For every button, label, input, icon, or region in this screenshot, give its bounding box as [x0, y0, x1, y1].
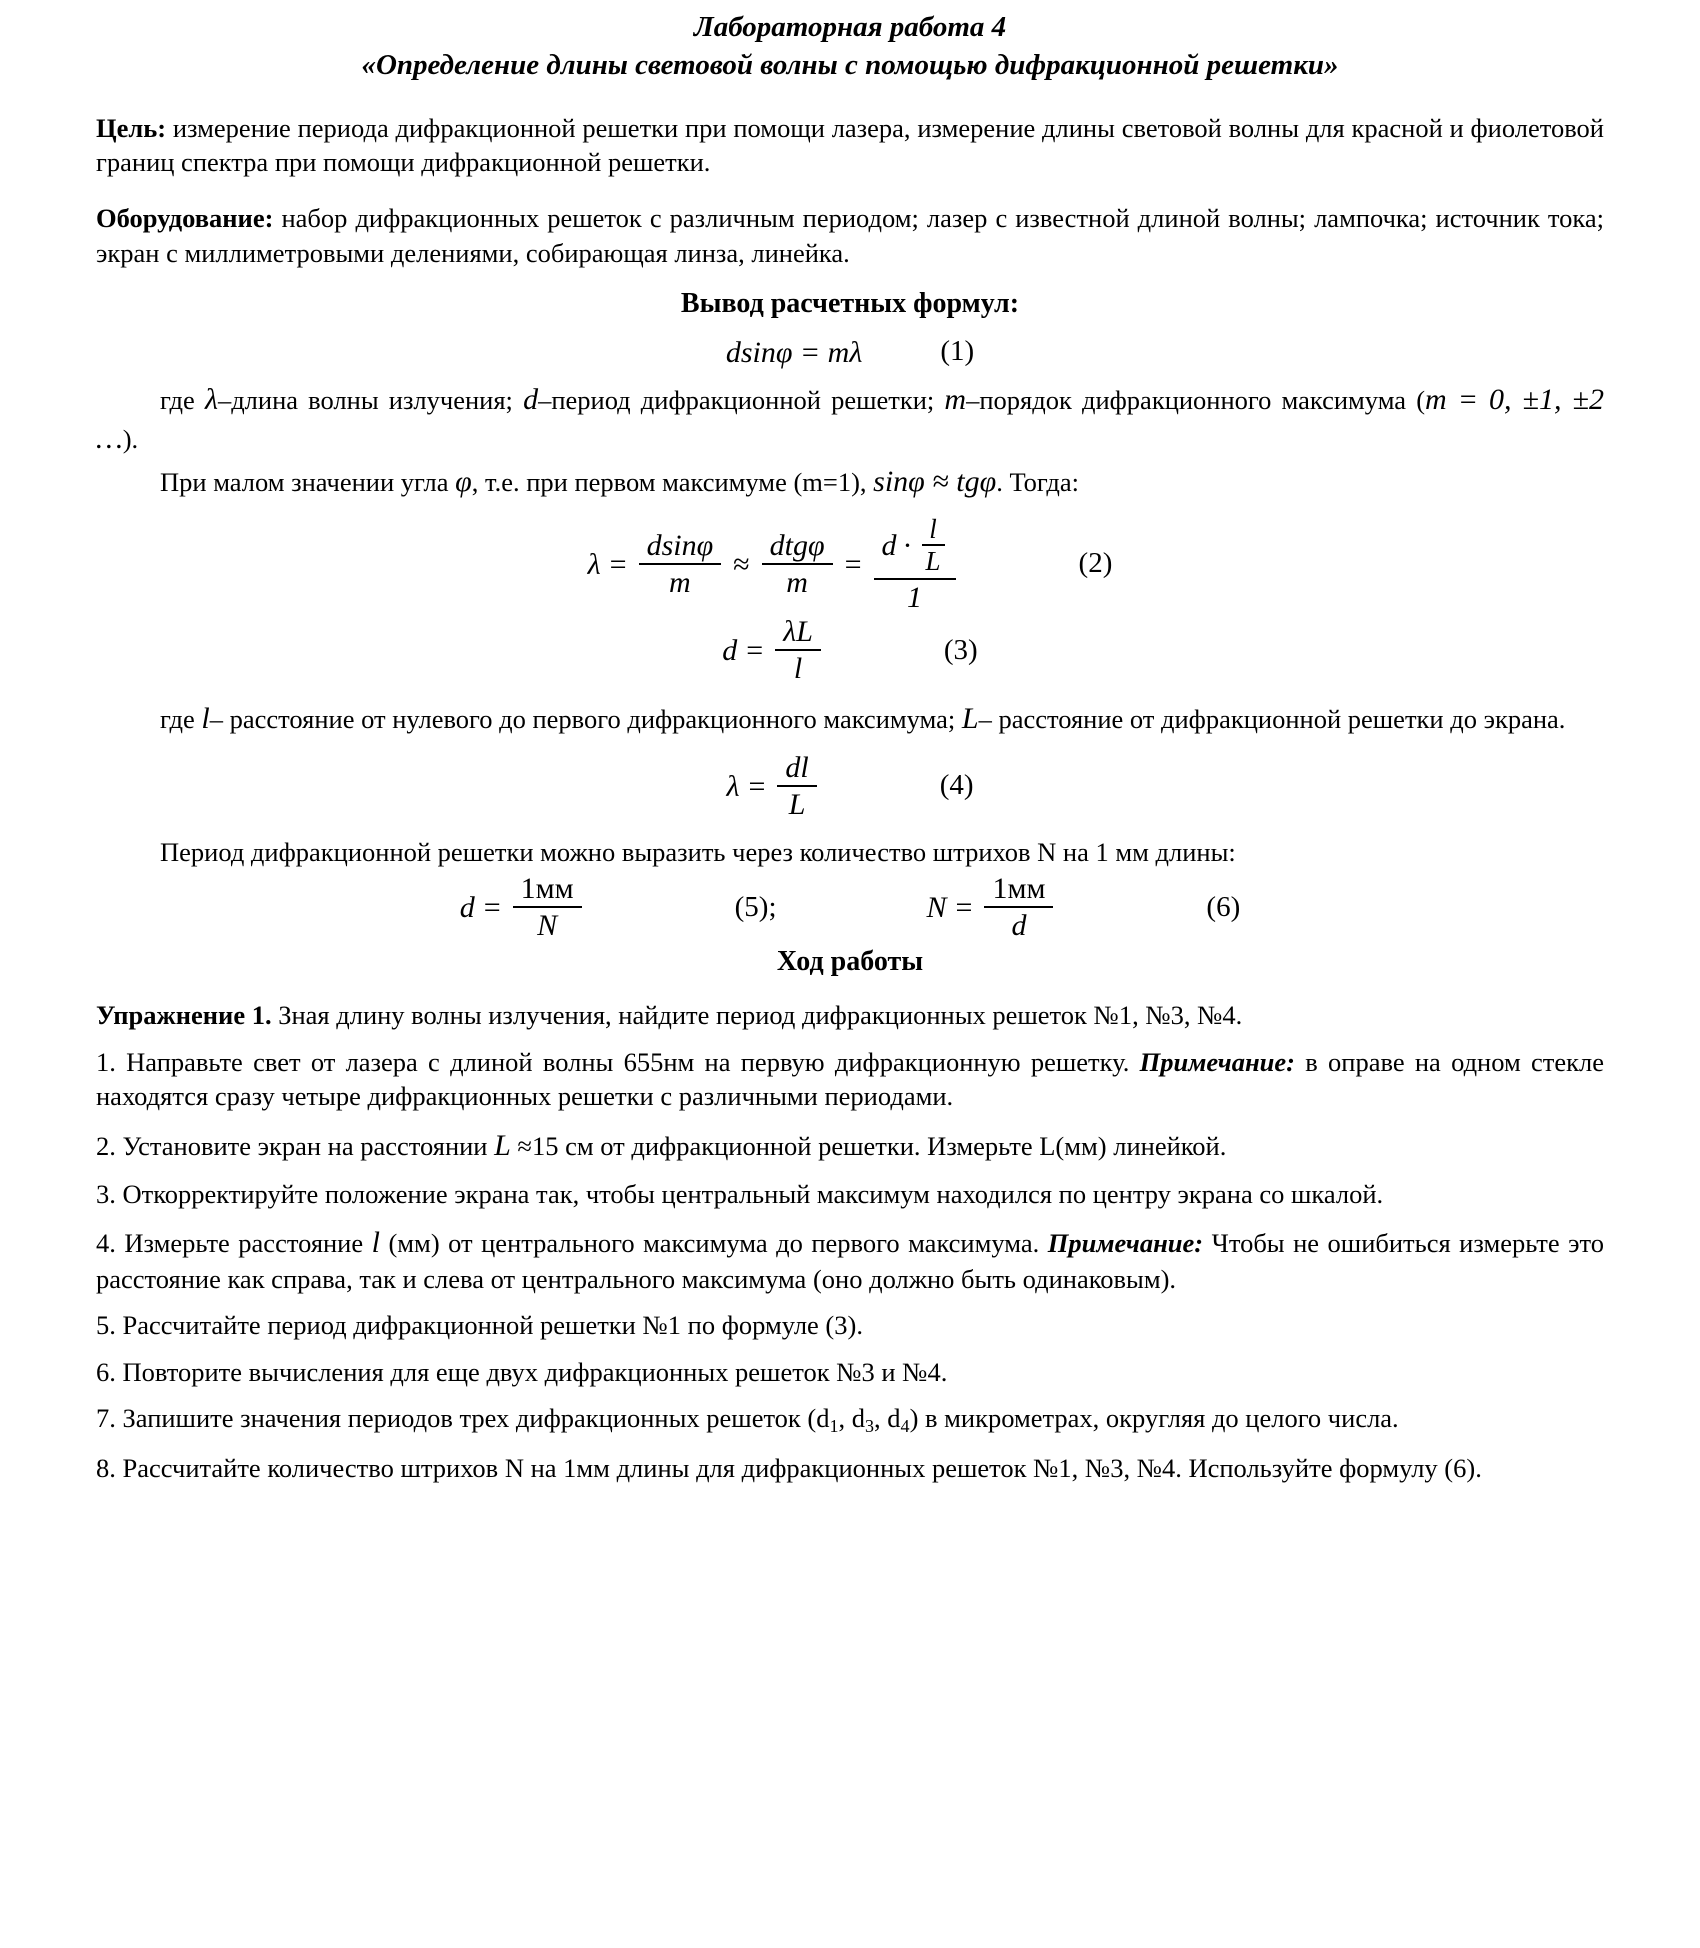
fraction-dtgphi-over-m	[762, 530, 833, 599]
denominator: L	[777, 785, 816, 821]
procedure-heading: Ход работы	[776, 945, 924, 977]
where-b: –период дифракционной решетки;	[538, 384, 945, 415]
equals-sign: =	[609, 547, 627, 581]
step-text: 7. Запишите значения периодов трех дифракционных решеток (d	[96, 1403, 830, 1434]
procedure-steps	[96, 1045, 1604, 1486]
step-3	[96, 1177, 1604, 1211]
formula-4	[96, 752, 1604, 821]
formulas-heading: Вывод расчетных формул:	[680, 288, 1020, 320]
math-symbol: L	[494, 1128, 511, 1162]
denominator: 1	[874, 578, 956, 614]
sin-tg-approx: sinφ ≈ tgφ	[873, 464, 997, 498]
equipment-paragraph	[96, 201, 1604, 270]
symbol-d: d	[881, 528, 897, 562]
subscript: 3	[865, 1416, 875, 1437]
note-label: Примечание:	[1047, 1227, 1204, 1258]
equipment-label: Оборудование:	[96, 203, 274, 234]
formula-4-tag: (4)	[939, 769, 974, 802]
m-values: m = 0, ±1, ±2 …	[96, 382, 1604, 455]
formula-6-lhs: N	[926, 890, 947, 924]
equals-sign: =	[748, 769, 766, 803]
step-6	[96, 1355, 1604, 1389]
fraction-1mm-over-d	[984, 873, 1053, 942]
exercise-paragraph	[96, 998, 1604, 1032]
equals-sign: =	[483, 890, 501, 924]
symbol-m: m	[944, 382, 967, 416]
step-text: , d	[874, 1403, 901, 1434]
equipment-text: набор дифракционных решеток с различным периодом; лазер с известной длиной волны; лампочка; источник тока; экран с миллиметровыми делениями, собирающая линза, линейка.	[96, 203, 1604, 268]
step-text: 2. Установите экран на расстоянии	[96, 1130, 495, 1161]
formula-2	[96, 515, 1604, 614]
denominator: m	[762, 563, 833, 599]
numerator	[874, 515, 956, 578]
fraction-dl-over-L	[777, 752, 816, 821]
numerator: 1мм	[520, 872, 574, 905]
formula-3-tag: (3)	[943, 633, 978, 666]
where-c: –порядок дифракционного максимума (	[966, 384, 1426, 415]
formula-2-lhs: λ	[587, 547, 601, 581]
step-text: в оправе на одном стекле находятся сразу четыре дифракционных решетки с различными периодами.	[96, 1046, 1604, 1112]
where-definitions-1	[96, 380, 1604, 458]
small-angle-note	[96, 462, 1604, 501]
equals-sign: =	[746, 633, 764, 667]
symbol-L: L	[961, 701, 979, 735]
numerator: 1мм	[992, 872, 1046, 905]
formula-4-lhs: λ	[726, 769, 740, 803]
formula-5-lhs: d	[459, 890, 475, 924]
fraction-lambdaL-over-l	[775, 616, 821, 685]
numerator: l	[929, 513, 937, 544]
symbol-l: l	[201, 701, 210, 735]
step-8	[96, 1451, 1604, 1485]
numerator: dl	[785, 750, 809, 784]
equals-sign-2: =	[844, 547, 862, 581]
formula-5-tag: (5);	[734, 890, 777, 923]
step-text: (мм) от центрального максимума до первого максимума.	[379, 1227, 1048, 1258]
page-title: Лабораторная работа 4	[693, 11, 1007, 43]
where-a: –длина волны излучения;	[217, 384, 524, 415]
step-text: 6. Повторите вычисления для еще двух дифракционных решеток №3 и №4.	[96, 1356, 948, 1387]
step-text: 1. Направьте свет от лазера с длиной волны 655нм на первую дифракционную решетку.	[96, 1046, 1140, 1077]
step-7	[96, 1401, 1604, 1438]
goal-label: Цель:	[96, 112, 167, 143]
step-4	[96, 1223, 1604, 1296]
denominator: m	[639, 563, 722, 599]
where2-b: – расстояние от дифракционной решетки до экрана.	[978, 703, 1566, 734]
step-text: , d	[838, 1403, 866, 1434]
formula-5-6-row	[96, 873, 1604, 942]
multiplication-dot: ·	[902, 528, 913, 562]
step-text: 5. Рассчитайте период дифракционной решетки №1 по формуле (3).	[96, 1310, 863, 1341]
small-angle-a: При малом значении угла	[160, 466, 456, 497]
where-definitions-2	[96, 699, 1604, 738]
numerator: λL	[783, 614, 813, 648]
formula-1-body: dsinφ = mλ	[725, 335, 863, 369]
formula-1-tag: (1)	[940, 335, 975, 368]
goal-text: измерение периода дифракционной решетки при помощи лазера, измерение длины световой волны для красной и фиолетовой границ спектра при помощи дифракционной решетки.	[96, 112, 1604, 177]
page-subtitle: «Определение длины световой волны с помощью дифракционной решетки»	[361, 49, 1339, 82]
formula-3-lhs: d	[722, 633, 738, 667]
goal-paragraph	[96, 111, 1604, 180]
where2-a: – расстояние от нулевого до первого дифракционного максимума;	[209, 703, 962, 734]
step-text: Чтобы не ошибиться измерьте это расстояние как справа, так и слева от центрального максимума (оно должно быть одинаковым).	[96, 1227, 1604, 1294]
denominator: l	[775, 649, 821, 685]
step-text: ≈15 см от дифракционной решетки. Измерьте L(мм) линейкой.	[510, 1130, 1227, 1161]
note-label: Примечание:	[1139, 1046, 1295, 1077]
fraction-dsinphi-over-m	[639, 530, 722, 599]
math-symbol: l	[371, 1225, 380, 1259]
approx-sign: ≈	[733, 547, 750, 581]
symbol-lambda: λ	[204, 382, 218, 416]
step-text: ) в микрометрах, округляя до целого числа.	[909, 1403, 1399, 1434]
denominator: N	[513, 906, 582, 942]
exercise-label: Упражнение 1.	[96, 1000, 272, 1031]
where2-pre: где	[160, 703, 202, 734]
small-angle-b: , т.е. при первом максимуме (m=1),	[471, 466, 874, 497]
formula-3	[96, 616, 1604, 685]
where-end: ).	[122, 423, 139, 454]
small-angle-d: . Тогда:	[996, 466, 1080, 497]
subscript: 1	[829, 1416, 839, 1437]
symbol-d: d	[523, 382, 539, 416]
step-1	[96, 1045, 1604, 1114]
step-2	[96, 1126, 1604, 1165]
fraction-1mm-over-N	[513, 873, 582, 942]
fraction-d-times-l-over-L-over-1	[874, 515, 956, 614]
where-pre: где	[160, 384, 205, 415]
period-via-strokes-note: Период дифракционной решетки можно выразить через количество штрихов N на 1 мм длины:	[160, 836, 1236, 867]
numerator: dtgφ	[769, 528, 825, 562]
symbol-phi: φ	[455, 464, 472, 498]
numerator: dsinφ	[646, 528, 714, 562]
inner-fraction-l-over-L	[922, 515, 945, 577]
denominator: d	[984, 906, 1053, 942]
equals-sign-2: =	[955, 890, 973, 924]
formula-2-tag: (2)	[1078, 547, 1113, 580]
formula-1	[96, 333, 1604, 372]
step-text: 8. Рассчитайте количество штрихов N на 1мм длины для дифракционных решеток №1, №3, №4. Используйте формулу (6).	[96, 1452, 1482, 1483]
denominator: L	[922, 544, 945, 577]
step-text: 4. Измерьте расстояние	[96, 1227, 372, 1258]
subscript: 4	[900, 1416, 910, 1437]
step-text: 3. Откорректируйте положение экрана так, чтобы центральный максимум находился по центру экрана со шкалой.	[96, 1178, 1384, 1209]
formula-6-tag: (6)	[1206, 890, 1241, 923]
exercise-text: Зная длину волны излучения, найдите период дифракционных решеток №1, №3, №4.	[271, 1000, 1243, 1031]
step-5	[96, 1308, 1604, 1342]
